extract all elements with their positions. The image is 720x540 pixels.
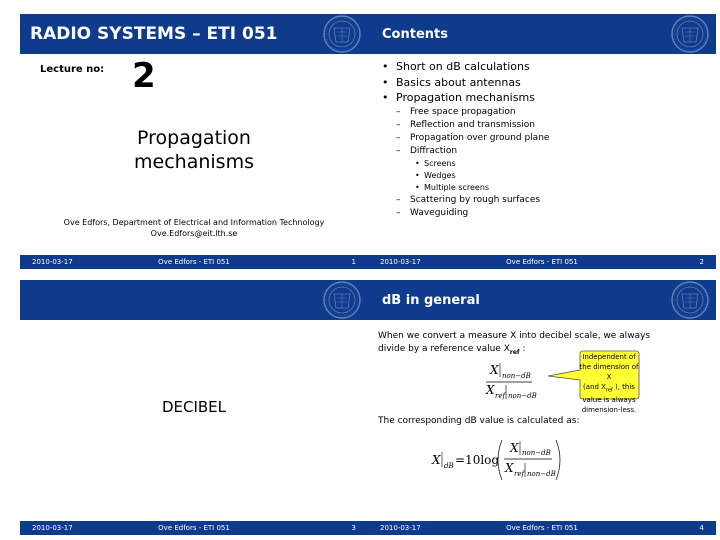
svg-text:non−dB: non−dB <box>508 392 537 400</box>
footer-date: 2010-03-17 <box>32 524 73 532</box>
footer-course: Ove Edfors - ETI 051 <box>158 524 230 532</box>
slide-header <box>368 14 716 54</box>
lecture-title-line: mechanisms <box>134 151 254 173</box>
lecture-title <box>20 126 368 174</box>
svg-text:ref: ref <box>514 470 525 478</box>
footer-page-number: 4 <box>699 524 704 532</box>
contents-list <box>382 60 549 221</box>
contents-item: – Waveguiding <box>382 208 549 221</box>
contents-item: • Screens <box>382 159 549 171</box>
contents-item: – Scattering by rough surfaces <box>382 195 549 208</box>
contents-item: • Multiple screens <box>382 183 549 195</box>
svg-text:X: X <box>510 441 519 455</box>
contents-item: – Propagation over ground plane <box>382 133 549 146</box>
footer-date: 2010-03-17 <box>380 524 421 532</box>
callout-subscript: ref <box>605 387 613 394</box>
svg-text:X: X <box>505 461 514 475</box>
svg-text:=10log: =10log <box>455 453 500 467</box>
slide-footer <box>20 255 368 269</box>
footer-course: Ove Edfors - ETI 051 <box>158 258 230 266</box>
contents-item: • Short on dB calculations <box>382 60 549 76</box>
intro-subscript: ref <box>509 348 520 356</box>
slide-title: dB in general <box>382 293 480 308</box>
contents-item: • Propagation mechanisms <box>382 91 549 107</box>
slide-2[interactable] <box>368 14 716 269</box>
slide-footer <box>20 521 368 535</box>
university-seal-icon <box>670 14 710 54</box>
svg-text:non−dB: non−dB <box>522 449 551 457</box>
callout-line <box>578 382 640 395</box>
author-department: Ove Edfors, Department of Electrical and Information Technology <box>63 218 325 227</box>
university-seal-icon <box>670 280 710 320</box>
intro-line <box>378 343 698 359</box>
intro-text-part: : <box>519 344 526 354</box>
footer-course: Ove Edfors - ETI 051 <box>506 524 578 532</box>
contents-item: – Reflection and transmission <box>382 120 549 133</box>
intro-text <box>378 330 698 359</box>
lecture-title-line: Propagation <box>137 127 251 149</box>
slide-title: Contents <box>382 27 448 42</box>
callout-text-part: ), this <box>612 383 635 391</box>
slide-footer <box>368 255 716 269</box>
callout-line: value is always <box>582 396 636 405</box>
lecture-label: Lecture no: <box>40 64 105 75</box>
corresponding-text: The corresponding dB value is calculated as: <box>378 416 580 426</box>
footer-page-number: 2 <box>699 258 704 266</box>
slide-4[interactable] <box>368 280 716 535</box>
contents-item: – Diffraction <box>382 146 549 159</box>
author-email: Ove.Edfors@eit.lth.se <box>150 229 238 238</box>
slide-1[interactable] <box>20 14 368 269</box>
callout-line: the dimension of X <box>579 363 639 381</box>
callout-line: Independent of <box>582 353 636 361</box>
callout-line: dimension-less. <box>581 406 637 415</box>
svg-text:dB: dB <box>444 462 454 470</box>
footer-page-number: 1 <box>351 258 356 266</box>
svg-text:X: X <box>486 383 495 397</box>
intro-line: When we convert a measure X into decibel scale, we always <box>378 331 651 341</box>
svg-text:non−dB: non−dB <box>502 372 531 380</box>
contents-item: • Wedges <box>382 171 549 183</box>
slide-header <box>20 14 368 54</box>
lecture-number: 2 <box>132 56 156 96</box>
slide-title: RADIO SYSTEMS – ETI 051 <box>30 24 278 44</box>
author-info <box>20 217 368 239</box>
slide-header <box>20 280 368 320</box>
footer-page-number: 3 <box>351 524 356 532</box>
svg-text:ref: ref <box>495 392 506 400</box>
contents-item: – Free space propagation <box>382 107 549 120</box>
section-title: DECIBEL <box>161 398 227 416</box>
slide-header <box>368 280 716 320</box>
university-seal-icon <box>322 280 362 320</box>
footer-date: 2010-03-17 <box>380 258 421 266</box>
svg-text:non−dB: non−dB <box>527 470 556 478</box>
intro-text-part: divide by a reference value X <box>378 344 510 354</box>
footer-date: 2010-03-17 <box>32 258 73 266</box>
svg-text:X: X <box>490 363 499 377</box>
contents-item: • Basics about antennas <box>382 76 549 92</box>
ratio-formula <box>480 360 550 402</box>
slide-3[interactable] <box>20 280 368 535</box>
footer-course: Ove Edfors - ETI 051 <box>506 258 578 266</box>
callout-text-part: (and X <box>583 383 606 391</box>
university-seal-icon <box>322 14 362 54</box>
svg-text:X: X <box>432 453 441 467</box>
callout-text <box>578 352 640 415</box>
db-formula <box>430 436 570 484</box>
slide-footer <box>368 521 716 535</box>
